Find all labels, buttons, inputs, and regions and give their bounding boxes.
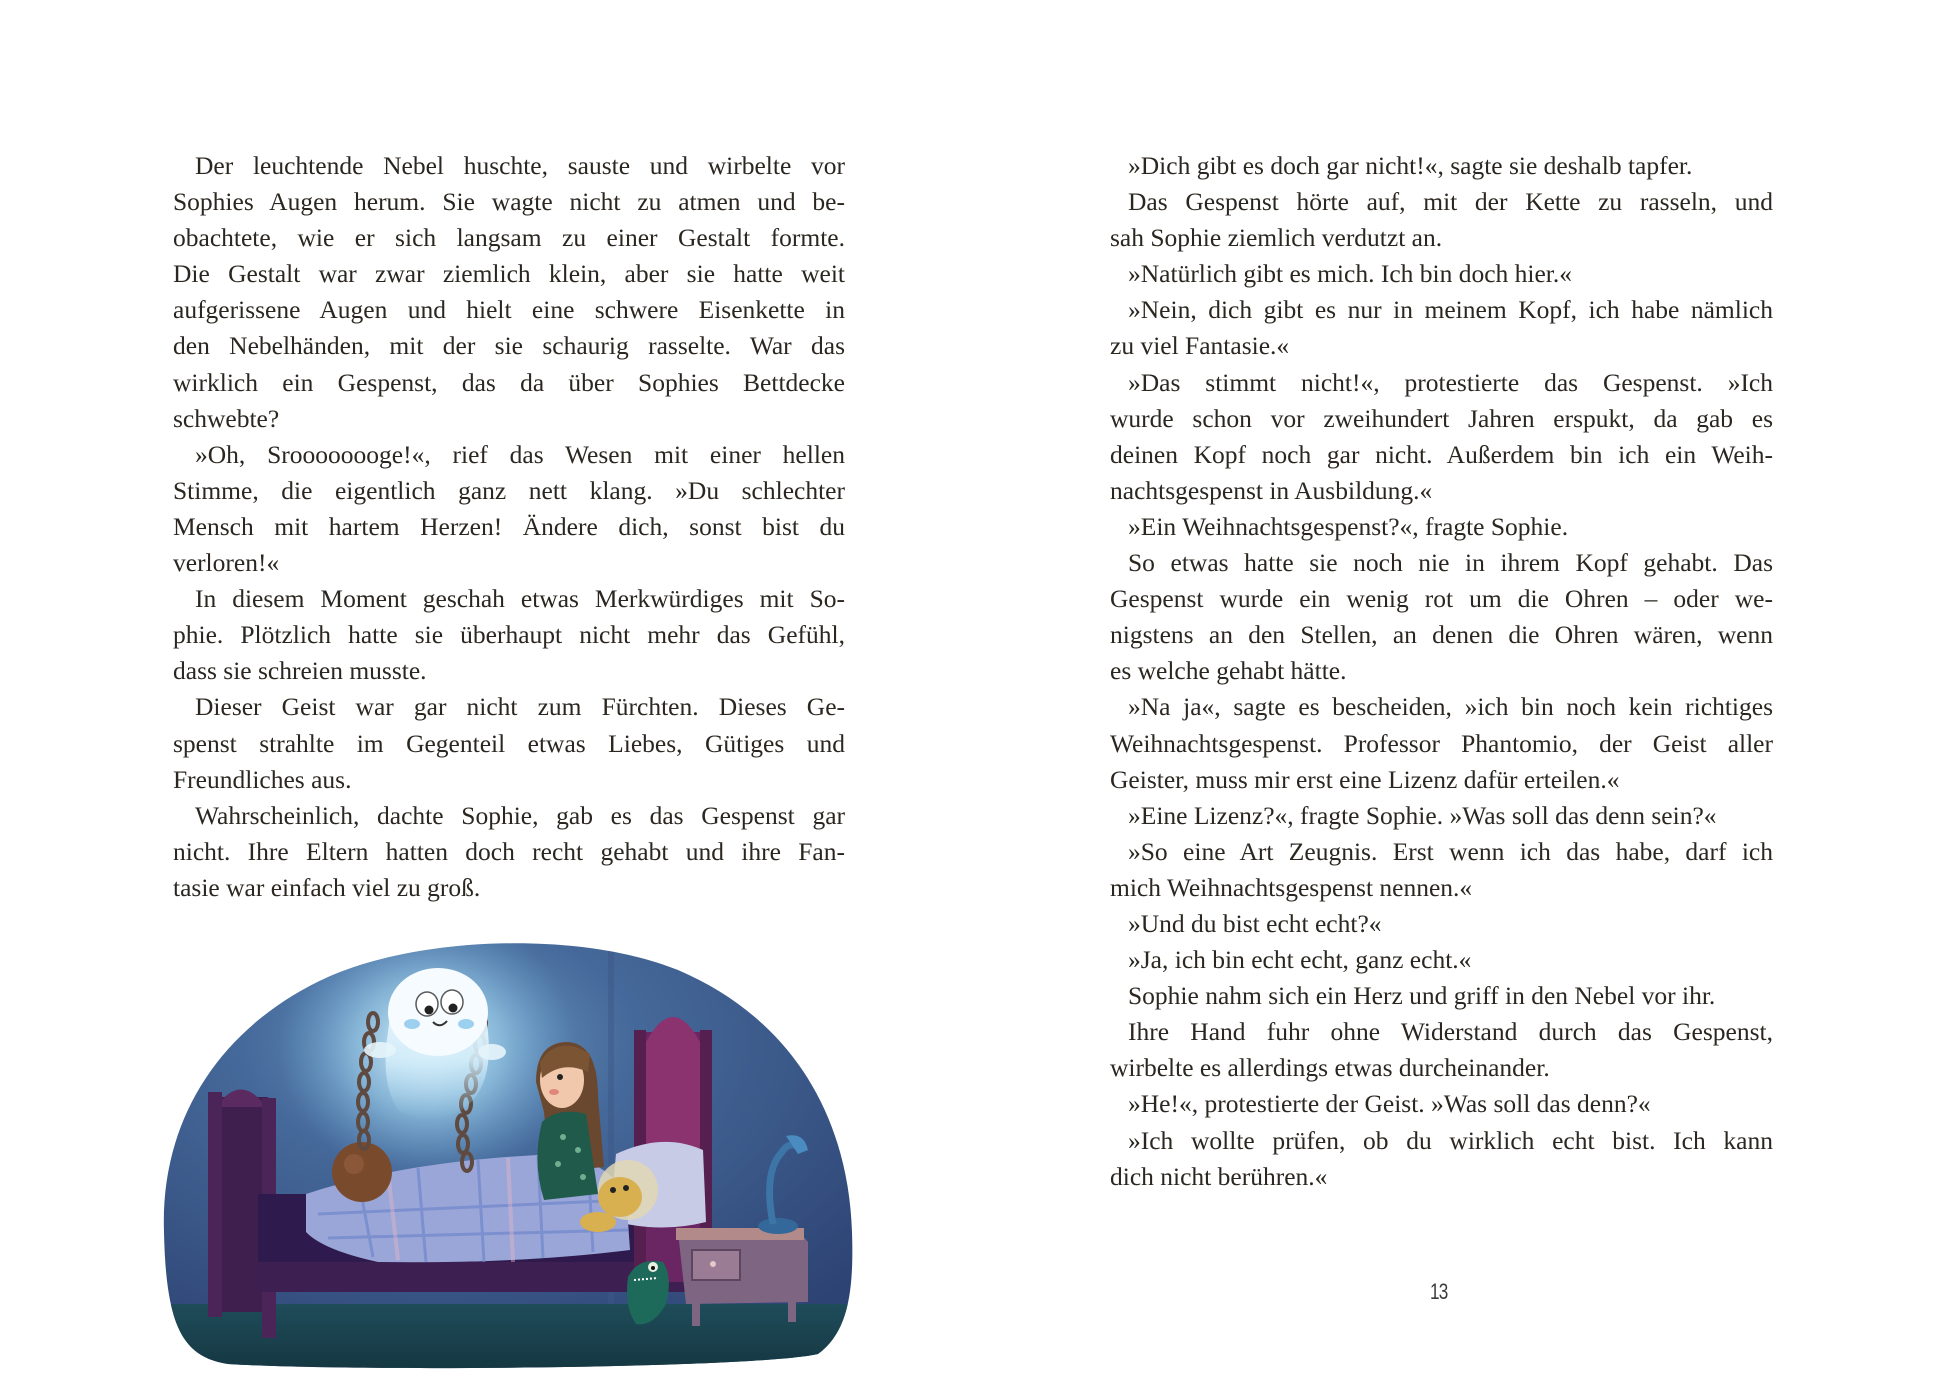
text-line: »Das stimmt nicht!«, protestierte das Gespenst. »Ich [1128,367,1773,397]
text-line: »He!«, protestierte der Geist. »Was soll das denn?« [1128,1089,1651,1119]
right-page-text-column [1110,148,1773,1195]
text-line: tasie war einfach viel zu groß. [173,872,481,902]
text-line: dass sie schreien musste. [173,656,427,686]
text-line: So etwas hatte sie noch nie in ihrem Kopf gehabt. Das [1128,548,1773,578]
text-line: nicht. Ihre Eltern hatten doch recht gehabt und ihre Fan- [173,836,845,866]
text-line: »Eine Lizenz?«, fragte Sophie. »Was soll das denn sein?« [1128,800,1717,830]
text-line: Stimme, die eigentlich ganz nett klang. »Du schlechter [173,475,845,505]
left-page-text-column [173,148,845,906]
text-line: deinen Kopf noch gar nicht. Außerdem bin ich ein Weih- [1110,439,1773,469]
text-line: Wahrscheinlich, dachte Sophie, gab es das Gespenst gar [195,800,845,830]
text-line: Der leuchtende Nebel huschte, sauste und wirbelte vor [195,151,845,180]
text-line: In diesem Moment geschah etwas Merkwürdiges mit So- [195,584,845,614]
text-line: mich Weihnachtsgespenst nennen.« [1110,872,1473,902]
text-line: »Nein, dich gibt es nur in meinem Kopf, ich habe nämlich [1128,295,1773,325]
text-line: Sophie nahm sich ein Herz und griff in den Nebel vor ihr. [1128,981,1716,1011]
text-line: »Ein Weihnachtsgespenst?«, fragte Sophie. [1128,511,1569,541]
text-line: Das Gespenst hörte auf, mit der Kette zu rasseln, und [1128,187,1773,217]
text-line: »Ich wollte prüfen, ob du wirklich echt bist. Ich kann [1128,1125,1773,1155]
text-line: Gespenst wurde ein wenig rot um die Ohren – oder we- [1110,584,1773,614]
text-line: »Ja, ich bin echt echt, ganz echt.« [1128,945,1472,975]
text-line: wirklich ein Gespenst, das da über Sophies Bettdecke [173,367,845,397]
text-line: »Und du bist echt echt?« [1128,908,1382,938]
text-line: dich nicht berühren.« [1110,1161,1328,1191]
text-line: sah Sophie ziemlich verdutzt an. [1110,223,1443,253]
text-line: zu viel Fantasie.« [1110,331,1290,361]
text-line: Mensch mit hartem Herzen! Ändere dich, sonst bist du [173,511,845,541]
ghost-bedroom-illustration [158,932,856,1372]
text-line: verloren!« [173,548,280,578]
text-line: »Dich gibt es doch gar nicht!«, sagte sie deshalb tapfer. [1128,151,1693,180]
text-line: aufgerissene Augen und hielt eine schwere Eisenkette in [173,295,845,325]
text-line: Freundliches aus. [173,764,352,794]
text-line: nigstens an den Stellen, an denen die Ohren wären, wenn [1110,620,1773,650]
text-line: »Natürlich gibt es mich. Ich bin doch hier.« [1128,259,1573,289]
text-line: es welche gehabt hätte. [1110,656,1347,686]
right-page [973,0,1946,1374]
text-line: Die Gestalt war zwar ziemlich klein, aber sie hatte weit [173,259,845,289]
text-line: schwebte? [173,403,280,433]
text-line: »Na ja«, sagte es bescheiden, »ich bin noch kein richtiges [1128,692,1773,722]
text-line: wurde schon vor zweihundert Jahren erspukt, da gab es [1110,403,1773,433]
text-line: Sophies Augen herum. Sie wagte nicht zu atmen und be- [173,187,845,217]
text-line: »Oh, Sroooooooge!«, rief das Wesen mit einer hellen [195,439,845,469]
text-line: obachtete, wie er sich langsam zu einer Gestalt formte. [173,223,845,253]
text-line: spenst strahlte im Gegenteil etwas Liebes, Gütiges und [173,728,845,758]
text-line: »So eine Art Zeugnis. Erst wenn ich das habe, darf ich [1128,836,1773,866]
text-line: den Nebelhänden, mit der sie schaurig rasselte. War das [173,331,845,361]
page-number: 13 [1430,1279,1448,1304]
text-line: phie. Plötzlich hatte sie überhaupt nicht mehr das Gefühl, [173,620,845,650]
text-line: Geister, muss mir erst eine Lizenz dafür erteilen.« [1110,764,1620,794]
text-line: wirbelte es allerdings etwas durcheinander. [1110,1053,1550,1083]
text-line: Weihnachtsgespenst. Professor Phantomio, der Geist aller [1110,728,1773,758]
text-line: nachtsgespenst in Ausbildung.« [1110,475,1433,505]
text-line: Ihre Hand fuhr ohne Widerstand durch das Gespenst, [1128,1017,1773,1047]
text-line: Dieser Geist war gar nicht zum Fürchten. Dieses Ge- [195,692,845,722]
